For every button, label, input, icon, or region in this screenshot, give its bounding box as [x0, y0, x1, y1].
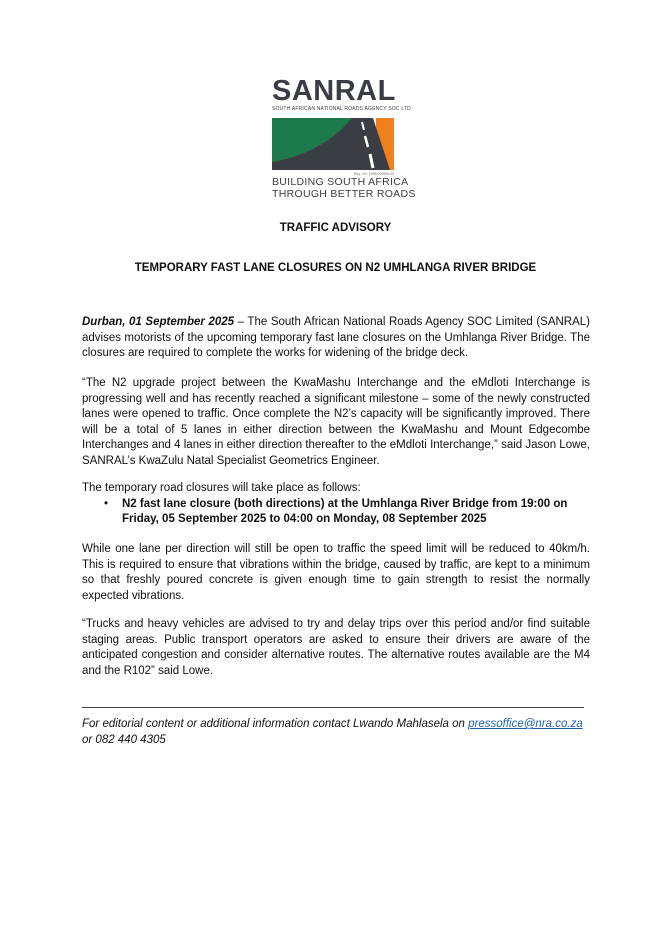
closure-schedule: [82, 481, 590, 528]
paragraph-advice: [82, 617, 590, 679]
bullet-icon: •: [104, 497, 109, 510]
logo-tagline-line1: BUILDING SOUTH AFRICA: [272, 176, 409, 188]
schedule-intro: The temporary road closures will take place as follows:: [82, 482, 361, 494]
speed-limit-text: While one lane per direction will still be open to traffic the speed limit will be reduced to 40km/h. This is required to ensure that vibrations within the bridge, caused by traffic, are kept to a minimum so that freshly poured concrete is given enough time to gain strength to resist the normally expected vibrations.: [82, 543, 590, 602]
list-item: [82, 497, 590, 528]
footer-divider: [82, 707, 584, 708]
contact-text: For editorial content or additional information contact Lwando Mahlasela on: [82, 718, 469, 730]
email-link[interactable]: pressoffice@nra.co.za: [468, 718, 583, 730]
paragraph-speed-limit: [82, 542, 590, 604]
road-emblem-icon: [272, 118, 394, 170]
quote-text: “The N2 upgrade project between the KwaMashu Interchange and the eMdloti Interchange is progressing well and has recently reached a significant milestone – some of the newly constructed lanes were opened to traffic. Once complete the N2’s capacity will be significantly improved. There will be a total of 5 lanes in either direction between the KwaMashu and Mount Edgecombe Interchanges and 4 lanes in either direction thereafter to the eMdloti Interchange,” said Jason Lowe, SANRAL’s KwaZulu Natal Specialist Geometrics Engineer.: [82, 377, 590, 467]
headline: TEMPORARY FAST LANE CLOSURES ON N2 UMHLANGA RIVER BRIDGE: [134, 262, 537, 274]
dateline: Durban, 01 September 2025: [82, 316, 235, 328]
logo-reg-number: Reg. No. 1998/009584/30: [353, 172, 394, 176]
advice-text: “Trucks and heavy vehicles are advised to try and delay trips over this period and/or find suitable staging areas. Public transport operators are asked to ensure their drivers are aware of the anticipated congestion and consider alternative routes. The alternative routes available are the M4 and the R102” said Lowe.: [82, 618, 590, 677]
paragraph-quote-lowe: [82, 376, 590, 469]
paragraph-intro: [82, 315, 590, 362]
advisory-label: TRAFFIC ADVISORY: [279, 222, 392, 234]
sanral-logo: [272, 75, 416, 200]
contact-footer: [82, 717, 602, 748]
logo-tagline-line2: THROUGH BETTER ROADS: [272, 188, 416, 200]
phone-line: or 082 440 4305: [82, 733, 166, 746]
intro-text: – The South African National Roads Agency SOC Limited (SANRAL) advises motorists of the upcoming temporary fast lane closures on the Umhlanga River Bridge. The closures are required to complete the works for widening of the bridge deck.: [82, 316, 591, 359]
closure-detail: N2 fast lane closure (both directions) at the Umhlanga River Bridge from 19:00 on Friday, 05 September 2025 to 04:00 on Monday, 08 September 2025: [122, 497, 568, 525]
logo-agency-name: SOUTH AFRICAN NATIONAL ROADS AGENCY SOC LTD: [272, 106, 411, 112]
logo-wordmark: SANRAL: [272, 75, 396, 107]
closure-list: [82, 497, 590, 528]
